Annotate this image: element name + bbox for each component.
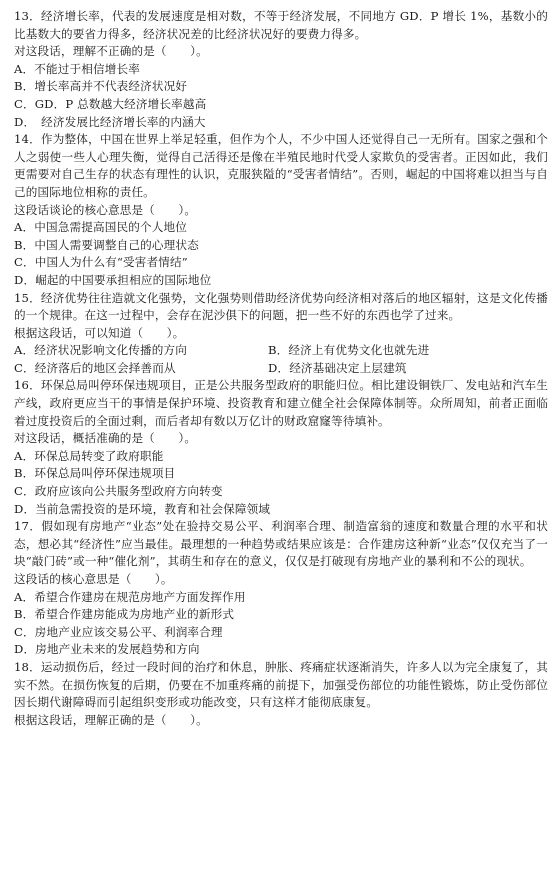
option-a: A．不能过于相信增长率 — [14, 61, 140, 76]
question-stem: 16．环保总局叫停环保违规项目，正是公共服务型政府的职能归位。相比建设铜铁厂、发电站和汽车生产线，政府更应当干的事情是保护环境、投资教育和建立健全社会保障体制等。众所周知，前者正面临着过度投资后的全面过剩，而后者却有数以万亿计的财政窟窿等待填补。 — [14, 378, 548, 428]
option-row — [14, 342, 548, 360]
question-17 — [14, 518, 548, 659]
question-16 — [14, 377, 548, 518]
option-a: A．希望合作建房在规范房地产方面发挥作用 — [14, 589, 246, 604]
option-b: B．希望合作建房能成为房地产业的新形式 — [14, 607, 235, 622]
option-c: C．中国人为什么有“受害者情结” — [14, 255, 188, 270]
option-row — [14, 360, 548, 378]
question-prompt: 根据这段话，理解正确的是（ ）。 — [14, 712, 208, 727]
option-a: A．经济状况影响文化传播的方向 — [14, 343, 187, 358]
question-prompt: 对这段话，概括准确的是（ ）。 — [14, 431, 197, 446]
option-d: D．当前急需投资的是环境，教育和社会保障领域 — [14, 501, 271, 516]
question-13 — [14, 8, 548, 131]
option-b: B．中国人需要调整自己的心理状态 — [14, 237, 199, 252]
question-prompt: 对这段话，理解不正确的是（ ）。 — [14, 44, 208, 59]
option-a: A．环保总局转变了政府职能 — [14, 448, 164, 463]
option-c: C．房地产业应该交易公平、利润率合理 — [14, 624, 223, 639]
question-14 — [14, 131, 548, 289]
question-stem: 13．经济增长率，代表的发展速度是相对数，不等于经济发展，不同地方 GD．P 增长 1%，基数小的比基数大的要省力得多，经济状况差的比经济状况好的要费力得多。 — [14, 9, 548, 41]
option-d: D．经济基础决定上层建筑 — [268, 360, 407, 375]
option-a: A．中国急需提高国民的个人地位 — [14, 220, 187, 235]
question-stem: 15．经济优势往往造就文化强势，文化强势则借助经济优势向经济相对落后的地区辐射，这是文化传播的一个规律。在这一过程中，会存在泥沙俱下的问题，把一些不好的东西也学了过来。 — [14, 290, 548, 323]
question-stem: 14．作为整体，中国在世界上举足轻重，但作为个人，不少中国人还觉得自己一无所有。国家之强和个人之弱使一些人心理失衡，觉得自己活得还是像在半殖民地时代受人家欺负的受害者。正因如此，我们更需要对自己生存的状态有理性的认识，克服狭隘的“受害者情结”。否则，崛起的中国将难以担当与自己的国际地位相称的责任。 — [14, 132, 548, 199]
question-stem: 17．假如现有房地产“业态”处在验持交易公平、利润率合理、制造富翁的速度和数量合理的水平和状态，想必其“经济性”应当最佳。最理想的一种趋势或结果应该是：合作建房这种新“业态”仅仅充当了一块“敲门砖”或一种“催化剂”，其萌生和存在的意义，仅仅是打破现有房地产业的暴利和不公的现状。 — [14, 519, 548, 569]
question-prompt: 这段话的核心意思是（ ）。 — [14, 572, 173, 586]
question-18 — [14, 659, 548, 729]
question-prompt: 这段话谈论的核心意思是（ ）。 — [14, 202, 197, 217]
option-d: D． 经济发展比经济增长率的内涵大 — [14, 114, 206, 129]
option-d: D．崛起的中国要承担相应的国际地位 — [14, 272, 212, 287]
option-c: C．GD．P 总数越大经济增长率越高 — [14, 96, 207, 111]
question-15 — [14, 290, 548, 378]
option-b: B．增长率高并不代表经济状况好 — [14, 79, 188, 94]
option-b: B．经济上有优势文化也就先进 — [268, 343, 430, 358]
question-prompt: 根据这段话，可以知道（ ）。 — [14, 325, 185, 340]
option-b: B．环保总局叫停环保违规项目 — [14, 466, 176, 481]
option-d: D．房地产业未来的发展趋势和方向 — [14, 642, 200, 657]
option-c: C．经济落后的地区会择善而从 — [14, 360, 176, 375]
question-stem: 18．运动损伤后，经过一段时间的治疗和休息，肿胀、疼痛症状逐渐消失，许多人以为完全康复了，其实不然。在损伤恢复的后期，仍要在不加重疼痛的前提下，加强受伤部位的功能性锻炼，防止受伤部位因长期代谢障碍而引起组织变形或功能改变，只有这样才能彻底康复。 — [14, 659, 548, 710]
option-c: C．政府应该向公共服务型政府方向转变 — [14, 484, 223, 499]
